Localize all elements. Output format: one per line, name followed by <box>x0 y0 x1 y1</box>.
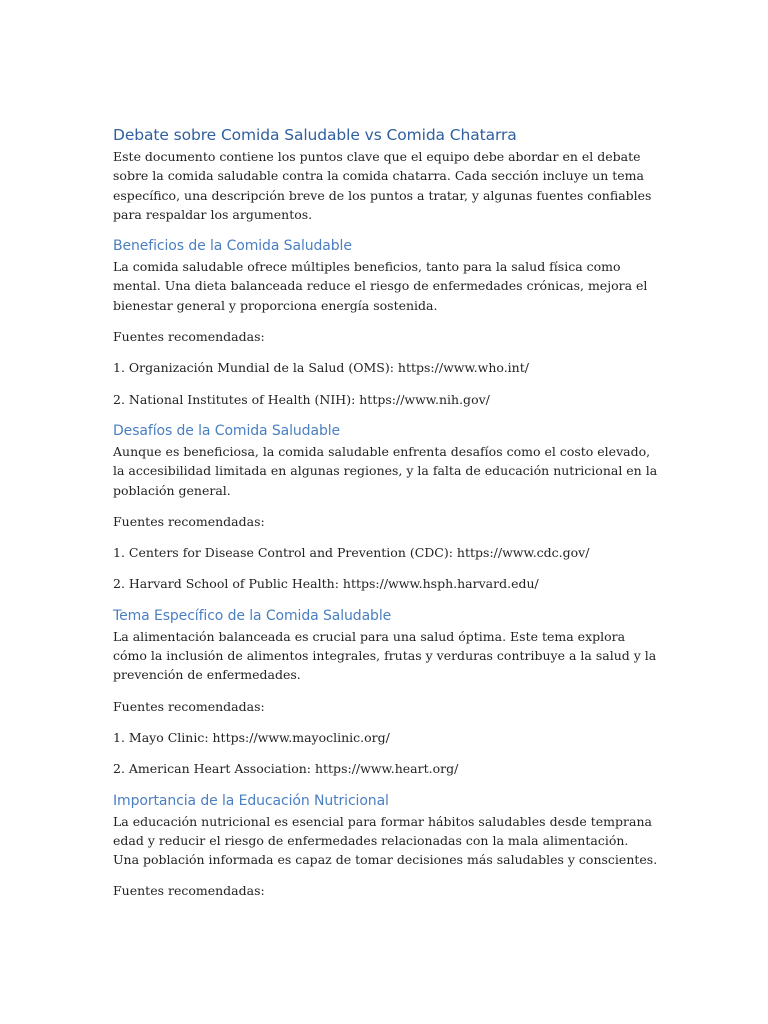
section-body: Aunque es beneficiosa, la comida saludable enfrenta desafíos como el costo elevado, la accesibilidad limitada en algunas regiones, y la falta de educación nutricional en la población general. <box>113 443 658 498</box>
document-page <box>113 124 658 901</box>
section-educacion-nutricional <box>113 791 658 901</box>
section-body: La educación nutricional es esencial para formar hábitos saludables desde temprana edad y reducir el riesgo de enfermedades relacionadas con la mala alimentación. Una población informada es capaz de tomar decisiones más saludables y conscientes. <box>113 813 658 868</box>
sources-label: Fuentes recomendadas: <box>113 513 265 529</box>
source-item: 1. Centers for Disease Control and Prevention (CDC): https://www.cdc.gov/ <box>113 545 590 561</box>
sources-label: Fuentes recomendadas: <box>113 329 265 345</box>
source-item: 1. Organización Mundial de la Salud (OMS): https://www.who.int/ <box>113 360 529 376</box>
document-title: Debate sobre Comida Saludable vs Comida Chatarra <box>113 126 517 144</box>
section-body: La alimentación balanceada es crucial para una salud óptima. Este tema explora cómo la inclusión de alimentos integrales, frutas y verduras contribuye a la salud y la prevención de enfermedades. <box>113 628 657 683</box>
source-item: 2. National Institutes of Health (NIH): https://www.nih.gov/ <box>113 391 490 407</box>
source-item: 2. Harvard School of Public Health: https://www.hsph.harvard.edu/ <box>113 576 539 592</box>
section-heading: Beneficios de la Comida Saludable <box>113 238 352 255</box>
sources-label: Fuentes recomendadas: <box>113 883 265 899</box>
section-heading: Importancia de la Educación Nutricional <box>113 792 389 809</box>
section-heading: Desafíos de la Comida Saludable <box>113 422 341 439</box>
section-beneficios <box>113 236 658 409</box>
section-desafios <box>113 421 658 594</box>
source-item: 1. Mayo Clinic: https://www.mayoclinic.org/ <box>113 729 390 745</box>
section-tema-especifico <box>113 606 658 779</box>
document-intro: Este documento contiene los puntos clave que el equipo debe abordar en el debate sobre la comida saludable contra la comida chatarra. Cada sección incluye un tema específico, una descripción breve de los puntos a tratar, y algunas fuentes confiables para respaldar los argumentos. <box>113 149 652 222</box>
source-item: 2. American Heart Association: https://www.heart.org/ <box>113 761 459 777</box>
section-body: La comida saludable ofrece múltiples beneficios, tanto para la salud física como mental. Una dieta balanceada reduce el riesgo de enfermedades crónicas, mejora el bienestar general y proporciona energía sostenida. <box>113 259 648 313</box>
section-heading: Tema Específico de la Comida Saludable <box>113 607 392 624</box>
sources-label: Fuentes recomendadas: <box>113 698 265 714</box>
